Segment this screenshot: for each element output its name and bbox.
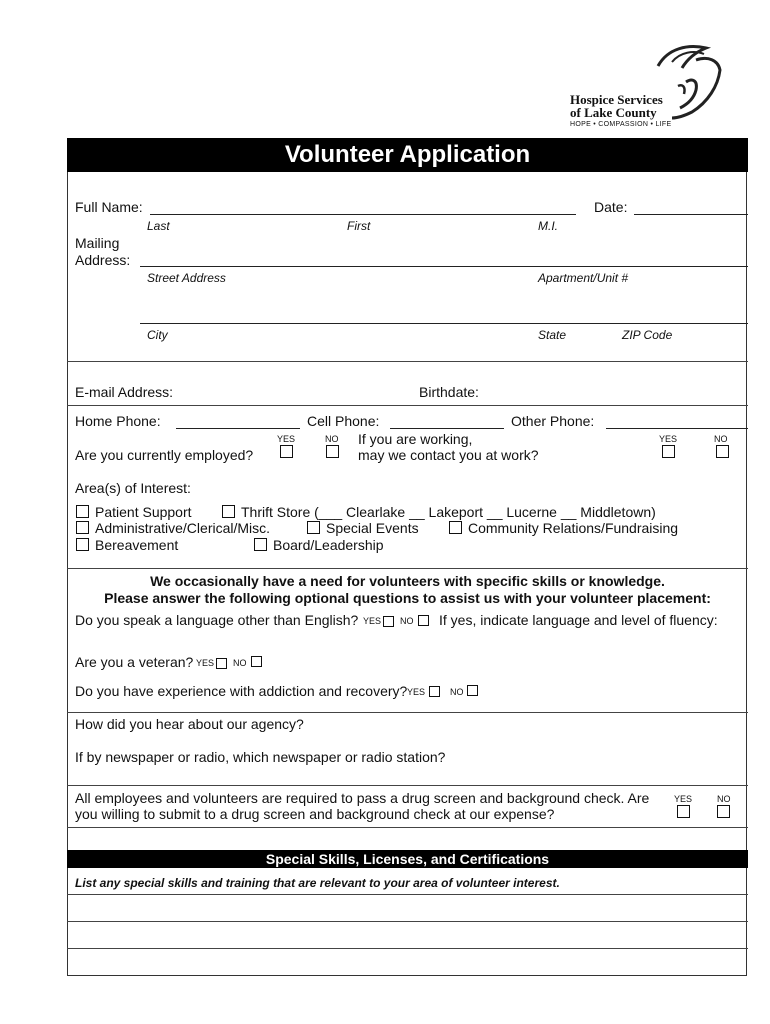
- administrative-label: Administrative/Clerical/Misc.: [95, 520, 271, 536]
- section-divider: [67, 568, 748, 569]
- addiction-yes-label: YES: [407, 687, 426, 697]
- city-state-zip-field[interactable]: [140, 323, 748, 324]
- screening-line2: you willing to submit to a drug screen and background check at our expense?: [75, 806, 555, 822]
- skills-line-2[interactable]: [67, 921, 748, 922]
- employed-yes-checkbox[interactable]: [280, 445, 293, 458]
- home-phone-field[interactable]: [176, 428, 300, 429]
- dove-hand-icon: [648, 42, 724, 122]
- logo-tagline: HOPE • COMPASSION • LIFE: [570, 121, 672, 128]
- special-events-checkbox[interactable]: [307, 521, 320, 534]
- mailing-label: Mailing: [75, 235, 120, 251]
- address-label: Address:: [75, 252, 131, 268]
- patient-support-checkbox[interactable]: [76, 505, 89, 518]
- section-divider: [67, 712, 748, 713]
- logo-line1: Hospice Services: [570, 92, 663, 107]
- veteran-question: Are you a veteran?: [75, 654, 194, 670]
- language-yes-checkbox[interactable]: [383, 616, 394, 627]
- board-leadership-checkbox[interactable]: [254, 538, 267, 551]
- contact-work-no-checkbox[interactable]: [716, 445, 729, 458]
- contact-work-yes-label: YES: [659, 434, 678, 444]
- administrative-checkbox[interactable]: [76, 521, 89, 534]
- section-divider: [67, 785, 748, 786]
- working-question-line2: may we contact you at work?: [358, 447, 539, 463]
- working-question-line1: If you are working,: [358, 431, 473, 447]
- last-name-caption: Last: [147, 219, 170, 233]
- language-no-checkbox[interactable]: [418, 615, 429, 626]
- cell-phone-label: Cell Phone:: [307, 413, 380, 429]
- birthdate-label: Birthdate:: [419, 384, 479, 400]
- email-field-line[interactable]: [67, 405, 748, 406]
- middle-initial-caption: M.I.: [538, 219, 558, 233]
- interest-label: Area(s) of Interest:: [75, 480, 191, 496]
- veteran-no-checkbox[interactable]: [251, 656, 262, 667]
- thrift-store-checkbox[interactable]: [222, 505, 235, 518]
- veteran-no-label: NO: [233, 658, 247, 668]
- cell-phone-field[interactable]: [390, 428, 504, 429]
- addiction-no-label: NO: [450, 687, 464, 697]
- language-yes-label: YES: [363, 616, 382, 626]
- hear-about-question: How did you hear about our agency?: [75, 716, 304, 732]
- veteran-yes-checkbox[interactable]: [216, 658, 227, 669]
- home-phone-label: Home Phone:: [75, 413, 161, 429]
- bereavement-checkbox[interactable]: [76, 538, 89, 551]
- employed-no-label: NO: [325, 434, 339, 444]
- addiction-no-checkbox[interactable]: [467, 685, 478, 696]
- skills-heading: Special Skills, Licenses, and Certifications: [67, 850, 748, 868]
- full-name-label: Full Name:: [75, 199, 143, 215]
- logo-line2: of Lake County: [570, 105, 657, 120]
- language-no-label: NO: [400, 616, 414, 626]
- screening-yes-checkbox[interactable]: [677, 805, 690, 818]
- screening-line1: All employees and volunteers are required to pass a drug screen and background check. Are: [75, 790, 650, 806]
- optional-heading-line1: We occasionally have a need for volunteers with specific skills or knowledge.: [150, 573, 665, 589]
- date-field[interactable]: [634, 214, 748, 215]
- board-leadership-label: Board/Leadership: [273, 537, 384, 553]
- state-caption: State: [538, 328, 567, 342]
- contact-work-no-label: NO: [714, 434, 728, 444]
- full-name-field[interactable]: [150, 214, 576, 215]
- city-caption: City: [147, 328, 168, 342]
- street-caption: Street Address: [147, 271, 226, 285]
- section-divider: [67, 361, 748, 362]
- community-relations-label: Community Relations/Fundraising: [468, 520, 679, 536]
- skills-line-3[interactable]: [67, 948, 748, 949]
- employed-yes-label: YES: [277, 434, 296, 444]
- form-title: Volunteer Application: [67, 138, 748, 172]
- other-phone-label: Other Phone:: [511, 413, 595, 429]
- patient-support-label: Patient Support: [95, 504, 192, 520]
- street-address-field[interactable]: [140, 266, 748, 267]
- zip-caption: ZIP Code: [622, 328, 673, 342]
- language-followup: If yes, indicate language and level of fluency:: [439, 612, 718, 628]
- language-question: Do you speak a language other than English?: [75, 612, 359, 628]
- optional-heading-line2: Please answer the following optional questions to assist us with your volunteer placement:: [104, 590, 711, 606]
- community-relations-checkbox[interactable]: [449, 521, 462, 534]
- addiction-question: Do you have experience with addiction and recovery?: [75, 683, 408, 699]
- first-name-caption: First: [347, 219, 371, 233]
- veteran-yes-label: YES: [196, 658, 215, 668]
- employed-question: Are you currently employed?: [75, 447, 254, 463]
- screening-no-label: NO: [717, 794, 731, 804]
- contact-work-yes-checkbox[interactable]: [662, 445, 675, 458]
- skills-instruction: List any special skills and training that are relevant to your area of volunteer interest.: [75, 876, 560, 890]
- thrift-store-label: Thrift Store (___ Clearlake __ Lakeport __ Lucerne __ Middletown): [241, 504, 656, 520]
- logo: [566, 42, 726, 134]
- section-divider: [67, 827, 748, 828]
- bereavement-label: Bereavement: [95, 537, 179, 553]
- screening-no-checkbox[interactable]: [717, 805, 730, 818]
- newspaper-question: If by newspaper or radio, which newspaper or radio station?: [75, 749, 446, 765]
- apartment-caption: Apartment/Unit #: [538, 271, 629, 285]
- addiction-yes-checkbox[interactable]: [429, 686, 440, 697]
- skills-line-1[interactable]: [67, 894, 748, 895]
- email-label: E-mail Address:: [75, 384, 174, 400]
- screening-yes-label: YES: [674, 794, 693, 804]
- other-phone-field[interactable]: [606, 428, 748, 429]
- special-events-label: Special Events: [326, 520, 419, 536]
- employed-no-checkbox[interactable]: [326, 445, 339, 458]
- date-label: Date:: [594, 199, 628, 215]
